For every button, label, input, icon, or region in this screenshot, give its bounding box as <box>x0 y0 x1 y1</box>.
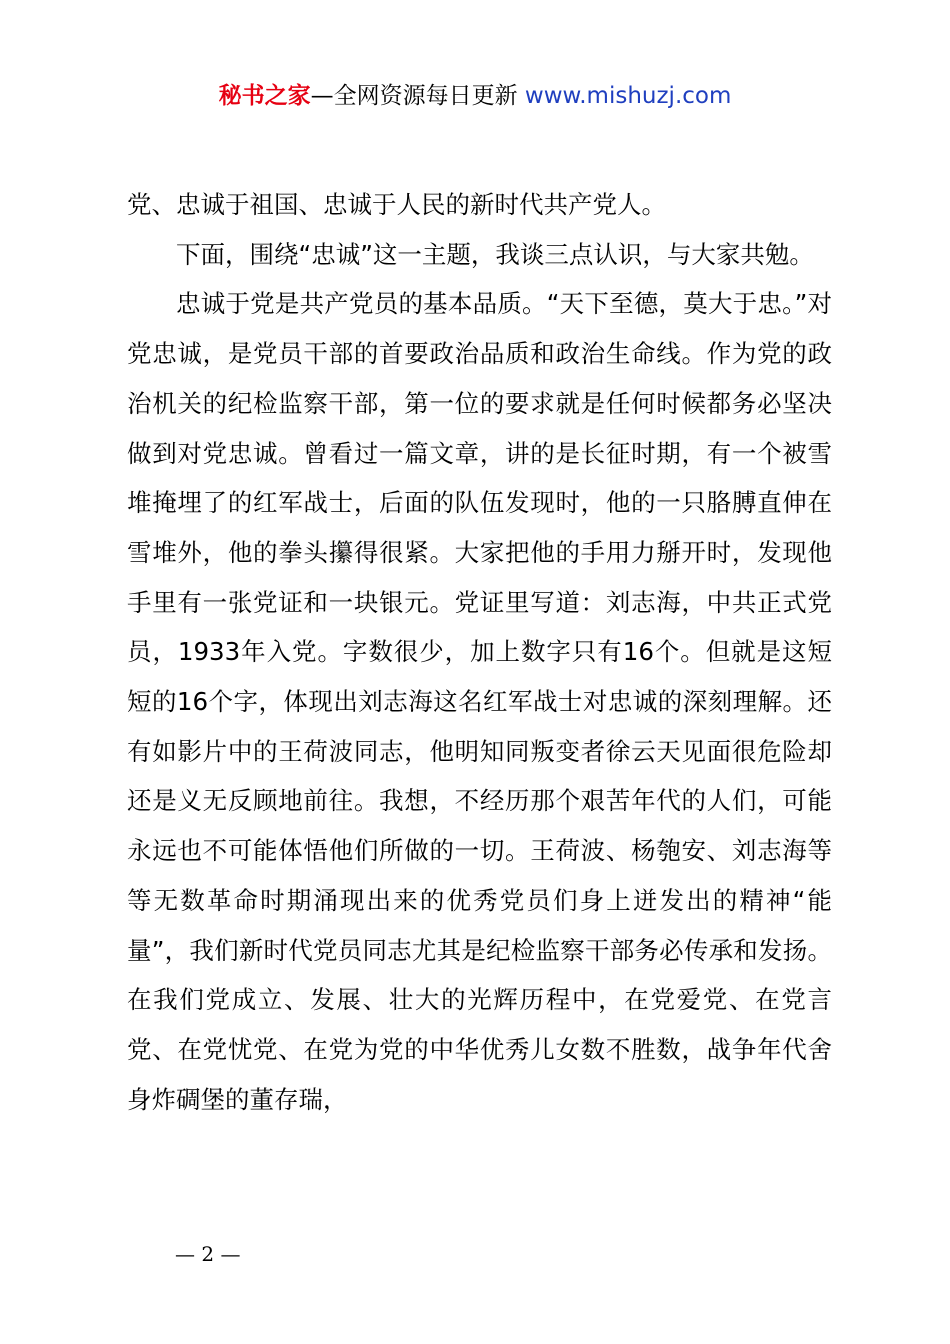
paragraph-loyalty: 忠诚于党是共产党员的基本品质。“天下至德，莫大于忠。”对党忠诚，是党员干部的首要政治品质和政治生命线。作为党的政治机关的纪检监察干部，第一位的要求就是任何时候都务必坚决做到对党忠诚。曾看过一篇文章，讲的是长征时期，有一个被雪堆掩埋了的红军战士，后面的队伍发现时，他的一只胳膊直伸在雪堆外，他的拳头攥得很紧。大家把他的手用力掰开时，发现他手里有一张党证和一块银元。党证里写道：刘志海，中共正式党员，1933年入党。字数很少，加上数字只有16个。但就是这短短的16个字，体现出刘志海这名红军战士对忠诚的深刻理解。还有如影片中的王荷波同志，他明知同叛变者徐云天见面很危险却还是义无反顾地前往。我想，不经历那个艰苦年代的人们，可能永远也不可能体悟他们所做的一切。王荷波、杨匏安、刘志海等等无数革命时期涌现出来的优秀党员们身上迸发出的精神“能量”，我们新时代党员同志尤其是纪检监察干部务必传承和发扬。在我们党成立、发展、壮大的光辉历程中，在党爱党、在党言党、在党忧党、在党为党的中华优秀儿女数不胜数，战争年代舍身炸碉堡的董存瑞， <box>127 289 832 1114</box>
document-body <box>127 180 832 1124</box>
page-number: — 2 — <box>175 1242 241 1266</box>
site-brand: 秘书之家 <box>218 83 311 109</box>
paragraph-continued: 党、忠诚于祖国、忠诚于人民的新时代共产党人。 <box>127 190 666 219</box>
site-header <box>0 80 950 112</box>
paragraph-intro: 下面，围绕“忠诚”这一主题，我谈三点认识，与大家共勉。 <box>176 239 814 269</box>
site-url[interactable]: www.mishuzj.com <box>517 83 732 109</box>
site-slogan: —全网资源每日更新 <box>310 83 518 109</box>
